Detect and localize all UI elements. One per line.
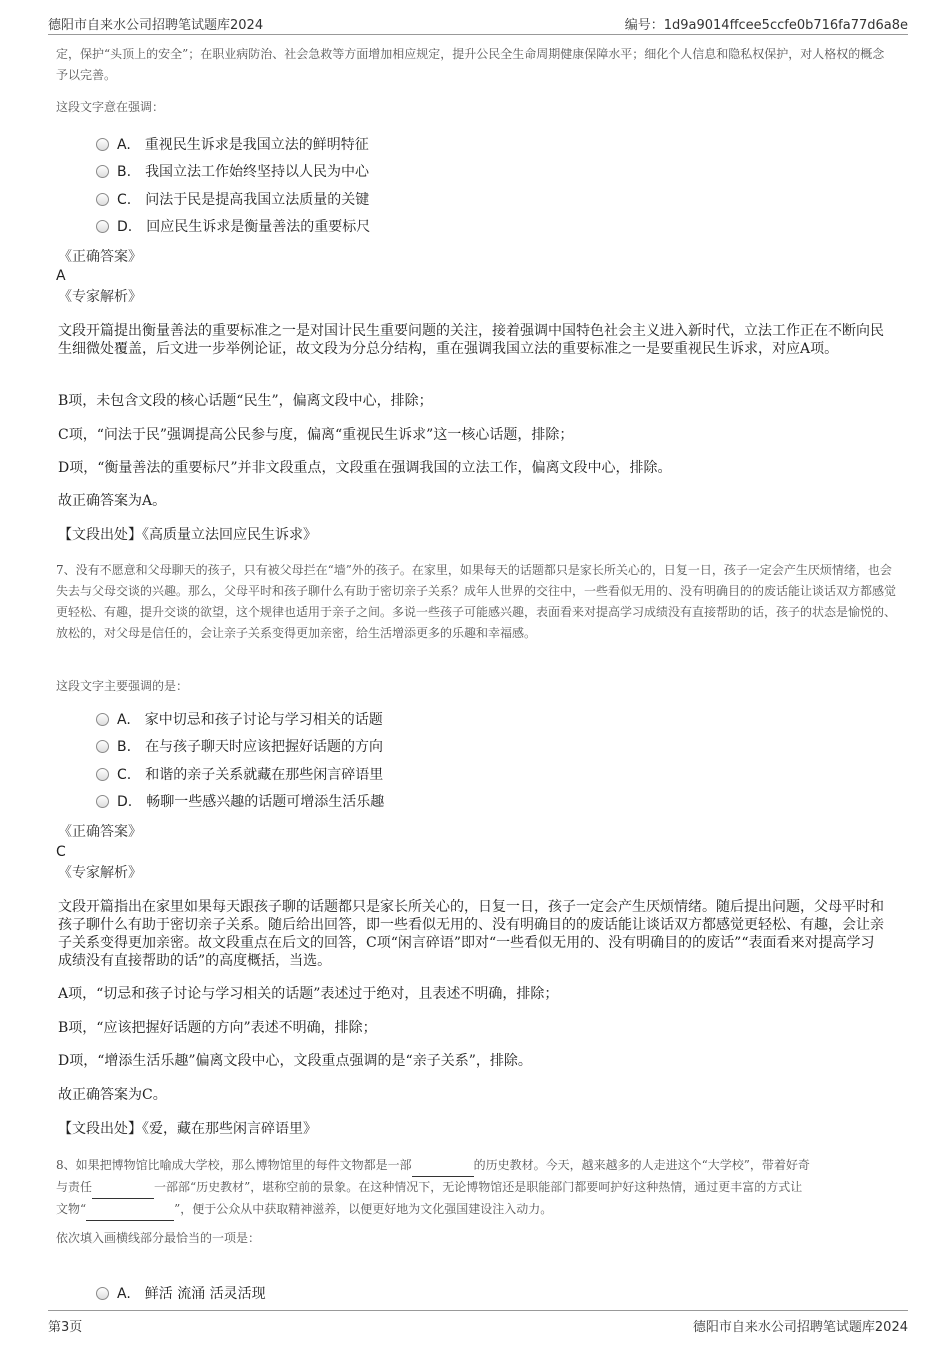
- q7-source: 【文段出处】《爱，藏在那些闲言碎语里》: [58, 1121, 317, 1137]
- q6-analysis-b: B项，未包含文段的核心话题“民生”，偏离文段中心，排除；: [58, 393, 433, 409]
- radio-icon[interactable]: [96, 795, 109, 808]
- q6-prompt: 这段文字意在强调：: [56, 100, 165, 114]
- q6-option-a[interactable]: A. 重视民生诉求是我国立法的鲜明特征: [96, 135, 369, 155]
- blank-3: [86, 1199, 174, 1221]
- page-header: [48, 10, 908, 35]
- q7-option-c[interactable]: C. 和谐的亲子关系就藏在那些闲言碎语里: [96, 765, 383, 785]
- q7-option-d[interactable]: D. 畅聊一些感兴趣的话题可增添生活乐趣: [96, 792, 384, 812]
- header-title: 德阳市自来水公司招聘笔试题库2024: [48, 18, 264, 33]
- q8-passage: 8、如果把博物馆比喻成大学校，那么博物馆里的每件文物都是一部 的历史教材。今天，越来越多的人走进这个“大学校”，带着好奇 与责任 一部部“历史教材”，堪称空前的景象。在这种情况下，无论博物馆还是职能部门都要呵护好这种热情，通过更丰富的方式让 文物“ ”，便于公众从中获取精神滋养，以便更好地为文化强国建设注入动力。: [56, 1155, 896, 1221]
- header-code: 编号：1d9a9014ffcee5ccfe0b716fa77d6a8e: [624, 18, 908, 33]
- q7-option-a[interactable]: A. 家中切忌和孩子讨论与学习相关的话题: [96, 710, 383, 730]
- q7-analysis-b: B项，“应该把握好话题的方向”表述不明确，排除；: [58, 1020, 377, 1036]
- q6-conclusion: 故正确答案为A。: [58, 493, 167, 509]
- q6-analysis-label: 《专家解析》: [58, 289, 142, 305]
- q6-option-d[interactable]: D. 回应民生诉求是衡量善法的重要标尺: [96, 217, 370, 237]
- q7-passage: 7、没有不愿意和父母聊天的孩子，只有被父母拦在“墙”外的孩子。在家里，如果每天的话题都只是家长所关心的，日复一日，孩子一定会产生厌烦情绪，也会失去与父母交谈的兴趣。那么，父母平时和孩子聊什么有助于密切亲子关系？成年人世界的交往中，一些看似无用的、没有明确目的的废话能让谈话双方都感觉更轻松、有趣，提升交谈的欲望，这个规律也适用于亲子之间。多说一些孩子可能感兴趣，表面看来对提高学习成绩没有直接帮助的话，孩子的状态是愉悦的、放松的，对父母是信任的，会让亲子关系变得更加亲密，给生活增添更多的乐趣和幸福感。: [56, 563, 897, 640]
- q6-answer: A: [56, 268, 66, 284]
- q8-option-a[interactable]: A. 鲜活 流涌 活灵活现: [96, 1284, 266, 1304]
- q8-prompt: 依次填入画横线部分最恰当的一项是：: [56, 1231, 261, 1245]
- radio-icon[interactable]: [96, 193, 109, 206]
- q7-analysis-a: A项，“切忌和孩子讨论与学习相关的话题”表述过于绝对，且表述不明确，排除；: [58, 986, 559, 1002]
- q6-answer-label: 《正确答案》: [58, 249, 142, 265]
- blank-1: [412, 1155, 474, 1177]
- q7-answer-label: 《正确答案》: [58, 824, 142, 840]
- q6-passage-tail: 定，保护“头顶上的安全”；在职业病防治、社会急救等方面增加相应规定，提升公民全生命周期健康保障水平；细化个人信息和隐私权保护，对人格权的概念予以完善。: [56, 47, 885, 82]
- radio-icon[interactable]: [96, 220, 109, 233]
- q6-source: 【文段出处】《高质量立法回应民生诉求》: [58, 527, 317, 543]
- radio-icon[interactable]: [96, 1287, 109, 1300]
- footer-page-number: 第3页: [48, 1320, 83, 1335]
- q7-analysis-d: D项，“增添生活乐趣”偏离文段中心，文段重点强调的是“亲子关系”，排除。: [58, 1053, 532, 1069]
- radio-icon[interactable]: [96, 713, 109, 726]
- q7-option-b[interactable]: B. 在与孩子聊天时应该把握好话题的方向: [96, 737, 383, 757]
- q7-analysis-label: 《专家解析》: [58, 865, 142, 881]
- q7-prompt: 这段文字主要强调的是：: [56, 679, 189, 693]
- q7-conclusion: 故正确答案为C。: [58, 1087, 167, 1103]
- radio-icon[interactable]: [96, 768, 109, 781]
- radio-icon[interactable]: [96, 138, 109, 151]
- q7-answer: C: [56, 844, 66, 860]
- q7-analysis-main: 文段开篇指出在家里如果每天跟孩子聊的话题都只是家长所关心的，日复一日，孩子一定会产生厌烦情绪。随后提出问题，父母平时和孩子聊什么有助于密切亲子关系。随后给出回答，即一些看似无用的、没有明确目的的废话能让谈话双方都感觉更轻松、有趣，会让亲子关系变得更加亲密。故文段重点在后文的回答，C项“闲言碎语”即对“一些看似无用的、没有明确目的的废话”“表面看来对提高学习成绩没有直接帮助的话”的高度概括，当选。: [58, 899, 884, 969]
- radio-icon[interactable]: [96, 740, 109, 753]
- radio-icon[interactable]: [96, 165, 109, 178]
- q6-option-c[interactable]: C. 问法于民是提高我国立法质量的关键: [96, 190, 369, 210]
- q6-analysis-d: D项，“衡量善法的重要标尺”并非文段重点，文段重在强调我国的立法工作，偏离文段中心，排除。: [58, 460, 672, 476]
- blank-2: [92, 1177, 154, 1199]
- footer-title: 德阳市自来水公司招聘笔试题库2024: [692, 1320, 908, 1335]
- q6-option-b[interactable]: B. 我国立法工作始终坚持以人民为中心: [96, 162, 369, 182]
- page-footer: [48, 1310, 908, 1337]
- q6-analysis-c: C项，“问法于民”强调提高公民参与度，偏离“重视民生诉求”这一核心话题，排除；: [58, 427, 574, 443]
- q6-analysis-main: 文段开篇提出衡量善法的重要标准之一是对国计民生重要问题的关注，接着强调中国特色社会主义进入新时代，立法工作正在不断向民生细微处覆盖，后文进一步举例论证，故文段为分总分结构，重在强调我国立法的重要标准之一是要重视民生诉求，对应A项。: [58, 323, 884, 357]
